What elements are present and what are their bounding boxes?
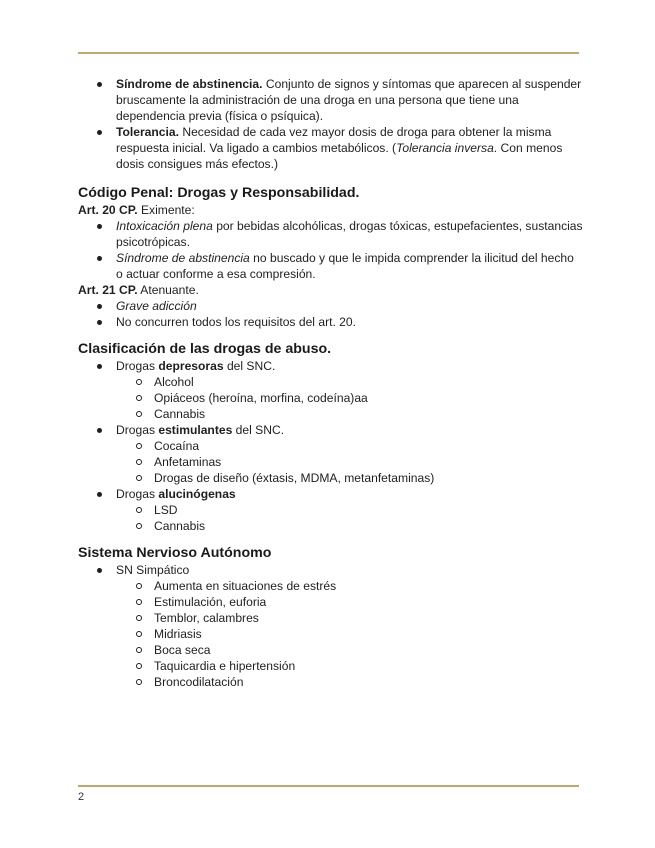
list-item: Cocaína: [154, 438, 583, 454]
section-heading-sna: Sistema Nervioso Autónomo: [78, 545, 272, 561]
list-item: Aumenta en situaciones de estrés: [154, 578, 583, 594]
list-item: Drogas estimulantes del SNC. Cocaína Anfetaminas Drogas de diseño (éxtasis, MDMA, metanfetaminas): [116, 422, 583, 486]
sna-list: [78, 562, 583, 690]
art-20: Art. 20 CP. Eximente:: [78, 203, 195, 217]
sub-list: [116, 438, 583, 486]
list-item: Drogas alucinógenas LSD Cannabis: [116, 486, 583, 534]
list-item: Tolerancia. Necesidad de cada vez mayor dosis de droga para obtener la misma respuesta inicial. Va ligado a cambios metabólicos. (Tolerancia inversa. Con menos dosis consigues más efectos.): [116, 124, 583, 172]
page-number: 2: [78, 791, 85, 803]
list-item: Opiáceos (heroína, morfina, codeína)aa: [154, 390, 583, 406]
list-item: Cannabis: [154, 518, 583, 534]
art-20-list: [78, 218, 583, 282]
sub-list: [116, 374, 583, 422]
list-item: Midriasis: [154, 626, 583, 642]
list-item: Cannabis: [154, 406, 583, 422]
header-rule: [78, 52, 579, 54]
list-item: Drogas de diseño (éxtasis, MDMA, metanfetaminas): [154, 470, 583, 486]
section-heading-codigo: Código Penal: Drogas y Responsabilidad.: [78, 185, 360, 201]
list-item: LSD: [154, 502, 583, 518]
sub-list: [116, 578, 583, 690]
list-item: Anfetaminas: [154, 454, 583, 470]
list-item: Estimulación, euforia: [154, 594, 583, 610]
page-content: [78, 76, 583, 690]
list-item: Broncodilatación: [154, 674, 583, 690]
list-item: Alcohol: [154, 374, 583, 390]
section-heading-clasificacion: Clasificación de las drogas de abuso.: [78, 341, 332, 357]
sub-list: [116, 502, 583, 534]
art-21: Art. 21 CP. Atenuante.: [78, 283, 199, 297]
list-item: Drogas depresoras del SNC. Alcohol Opiáceos (heroína, morfina, codeína)aa Cannabis: [116, 358, 583, 422]
list-item: Síndrome de abstinencia. Conjunto de signos y síntomas que aparecen al suspender bruscamente la administración de una droga en una persona que tiene una dependencia previa (física o psíquica).: [116, 77, 582, 123]
list-item: Intoxicación plena por bebidas alcohólicas, drogas tóxicas, estupefacientes, sustancias psicotrópicas.: [116, 219, 583, 249]
list-item: No concurren todos los requisitos del art. 20.: [116, 314, 583, 330]
art-21-list: [78, 298, 583, 330]
list-item: SN Simpático Aumenta en situaciones de estrés Estimulación, euforia Temblor, calambres Midriasis Boca seca Taquicardia e hipertensión Broncodilatación: [116, 562, 583, 690]
list-item: Temblor, calambres: [154, 610, 583, 626]
list-item: Boca seca: [154, 642, 583, 658]
clasificacion-list: [78, 358, 583, 534]
list-item: Taquicardia e hipertensión: [154, 658, 583, 674]
footer-rule: [78, 785, 579, 787]
list-item: Síndrome de abstinencia no buscado y que le impida comprender la ilicitud del hecho o actuar conforme a esa compresión.: [116, 250, 583, 282]
definitions-list: [78, 76, 583, 172]
list-item: Grave adicción: [116, 298, 583, 314]
